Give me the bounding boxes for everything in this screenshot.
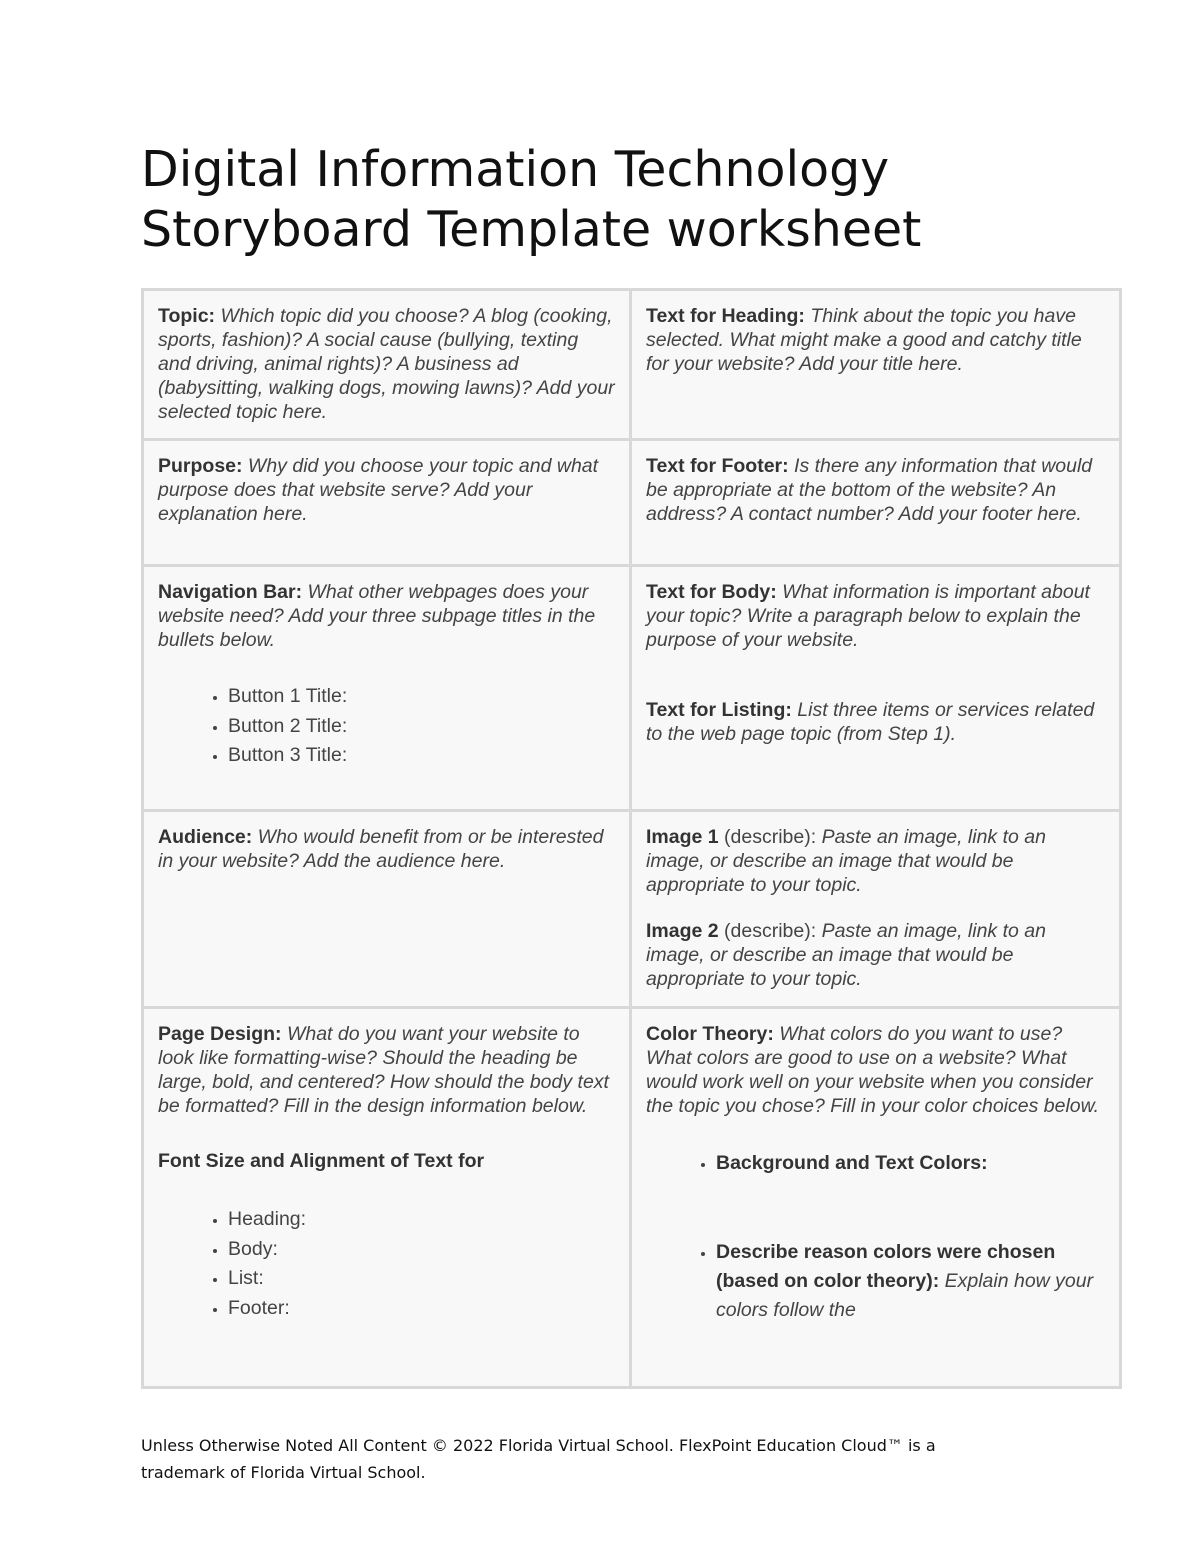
purpose-prompt: Why did you choose your topic and what purpose does that website serve? Add your explanation here.: [158, 455, 599, 525]
heading-prompt: Think about the topic you have selected. What might make a good and catchy title for your website? Add your title here.: [646, 305, 1082, 375]
audience-cell[interactable]: [143, 811, 631, 1008]
heading-label: Text for Heading:: [646, 305, 805, 327]
image1-prompt: Paste an image, link to an image, or describe an image that would be appropriate to your topic.: [646, 826, 1046, 896]
navigation-label: Navigation Bar:: [158, 581, 303, 603]
color-theory-bullet-list: [646, 1149, 1107, 1325]
listing-prompt: List three items or services related to the web page topic (from Step 1).: [646, 699, 1095, 745]
title-line-2: Storyboard Template worksheet: [141, 201, 922, 258]
page-design-cell[interactable]: [143, 1008, 631, 1388]
color-bullet-2-prompt: Explain how your colors follow the: [716, 1270, 1094, 1321]
color-theory-label: Color Theory:: [646, 1023, 774, 1045]
list-item: • Footer:: [228, 1294, 615, 1324]
body-prompt: What information is important about your topic? Write a paragraph below to explain the purpose of your website.: [646, 581, 1090, 651]
table-row: [143, 290, 1121, 440]
color-theory-cell[interactable]: [631, 1008, 1121, 1388]
footer-text-label: Text for Footer:: [646, 455, 789, 477]
page-design-prompt: What do you want your website to look like formatting-wise? Should the heading be large, bold, and centered? How should the body text be formatted? Fill in the design information below.: [158, 1023, 609, 1117]
navigation-bullet-list: [158, 682, 615, 771]
page-design-bullet-list: [158, 1205, 615, 1323]
topic-cell[interactable]: [143, 290, 631, 440]
list-item: • Heading:: [228, 1205, 615, 1235]
list-item: [716, 1149, 1107, 1178]
image2-prompt: Paste an image, link to an image, or describe an image that would be appropriate to your topic.: [646, 920, 1046, 990]
footer-text-prompt: Is there any information that would be appropriate at the bottom of the website? An address? A contact number? Add your footer here.: [646, 455, 1093, 525]
navigation-prompt: What other webpages does your website need? Add your three subpage titles in the bullets below.: [158, 581, 596, 651]
image1-label: Image 1: [646, 826, 719, 848]
copyright-line-2: trademark of Florida Virtual School.: [141, 1463, 426, 1482]
purpose-cell[interactable]: [143, 440, 631, 566]
color-theory-prompt: What colors do you want to use? What colors are good to use on a website? What would work well on your website when you consider the topic you chose? Fill in your color choices below.: [646, 1023, 1100, 1117]
images-cell[interactable]: [631, 811, 1121, 1008]
audience-prompt: Who would benefit from or be interested in your website? Add the audience here.: [158, 826, 604, 872]
footer-text-cell[interactable]: [631, 440, 1121, 566]
list-item: [716, 1238, 1107, 1325]
copyright-footer: [141, 1432, 1081, 1486]
list-item: • Body:: [228, 1235, 615, 1265]
topic-label: Topic:: [158, 305, 216, 327]
listing-label: Text for Listing:: [646, 699, 792, 721]
image2-label: Image 2: [646, 920, 719, 942]
page-title: [141, 140, 1091, 260]
purpose-label: Purpose:: [158, 455, 243, 477]
table-row: [143, 566, 1121, 811]
storyboard-table: [141, 288, 1122, 1389]
image2-note: (describe):: [718, 920, 817, 942]
page-design-label: Page Design:: [158, 1023, 282, 1045]
list-item: • Button 3 Title:: [228, 741, 615, 771]
navigation-cell[interactable]: [143, 566, 631, 811]
copyright-line-1: Unless Otherwise Noted All Content © 2022 Florida Virtual School. FlexPoint Education Cloud™ is a: [141, 1436, 936, 1455]
title-line-1: Digital Information Technology: [141, 141, 890, 198]
heading-cell[interactable]: [631, 290, 1121, 440]
list-item: • List:: [228, 1264, 615, 1294]
image1-block: [646, 825, 1107, 897]
table-row: [143, 811, 1121, 1008]
table-row: [143, 440, 1121, 566]
color-bullet-2-bold: Describe reason colors were chosen (based on color theory):: [716, 1241, 1056, 1292]
body-listing-cell[interactable]: [631, 566, 1121, 811]
page-design-subheading: Font Size and Alignment of Text for: [158, 1150, 485, 1172]
list-item: • Button 1 Title:: [228, 682, 615, 712]
image1-note: (describe):: [718, 826, 817, 848]
topic-prompt: Which topic did you choose? A blog (cooking, sports, fashion)? A social cause (bullying, texting and driving, animal rights)? A business ad (babysitting, walking dogs, mowing lawns)? Add your selected topic here.: [158, 305, 615, 423]
body-block: [646, 580, 1107, 652]
list-item: • Button 2 Title:: [228, 712, 615, 742]
image2-block: [646, 919, 1107, 991]
listing-block: [646, 698, 1107, 746]
table-row: [143, 1008, 1121, 1388]
audience-label: Audience:: [158, 826, 253, 848]
body-label: Text for Body:: [646, 581, 777, 603]
color-bullet-1: Background and Text Colors:: [716, 1152, 988, 1174]
